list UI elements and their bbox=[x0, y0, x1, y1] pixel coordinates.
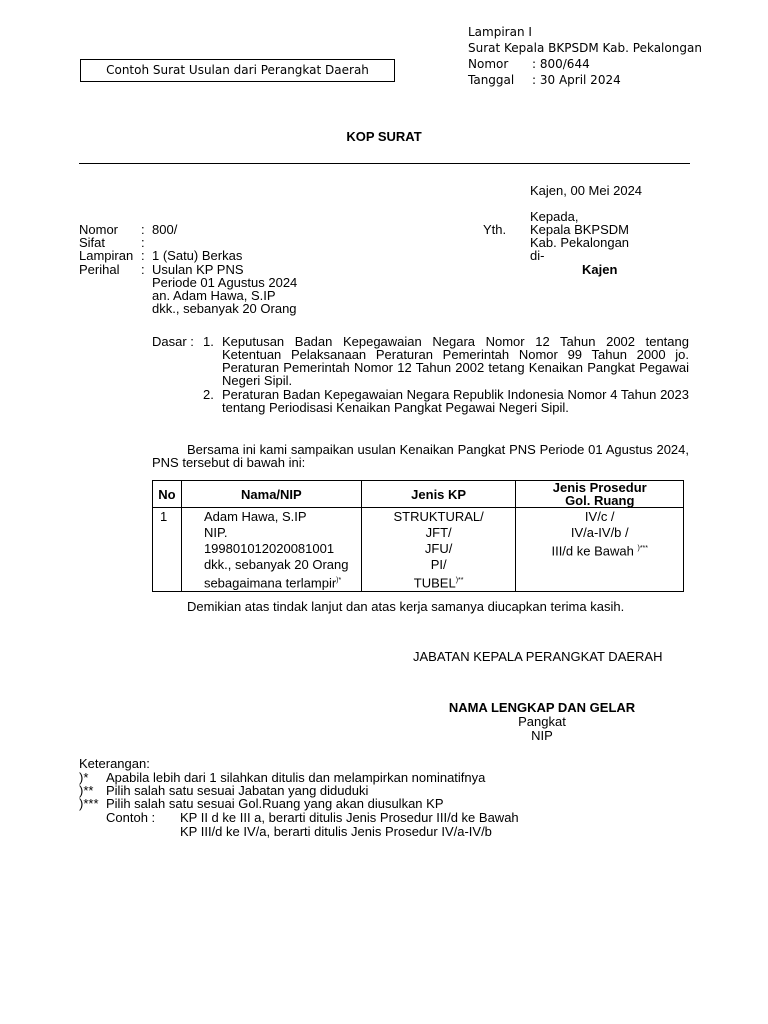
recipient-line1: Kepala BKPSDM bbox=[530, 222, 629, 237]
row-nama bbox=[182, 508, 361, 591]
row-nama-line1: Adam Hawa, S.IP bbox=[203, 509, 307, 524]
lampiran-tanggal-value: : 30 April 2024 bbox=[532, 73, 621, 87]
note-text: Apabila lebih dari 1 silahkan ditulis dan melampirkan nominatifnya bbox=[106, 770, 486, 785]
place-date: Kajen, 00 Mei 2024 bbox=[530, 183, 643, 198]
header-prosedur-line2: Gol. Ruang bbox=[565, 493, 635, 508]
perihal-periode: Periode 01 Agustus 2024 bbox=[152, 275, 298, 290]
note-mark: )* bbox=[79, 770, 89, 785]
perihal-an: an. Adam Hawa, S.IP bbox=[152, 288, 276, 303]
row-prosedur-line1: IV/c / bbox=[584, 509, 615, 524]
lampiran-nomor-label: Nomor bbox=[468, 57, 509, 71]
lampiran-line1: Lampiran I bbox=[468, 25, 532, 39]
note-3 bbox=[79, 797, 444, 810]
contoh-1: KP II d ke III a, berarti ditulis Jenis Prosedur III/d ke Bawah bbox=[180, 810, 519, 825]
usulan-table bbox=[152, 480, 684, 592]
note-mark: )*** bbox=[79, 796, 99, 811]
lampiran-nomor-value: : 800/644 bbox=[532, 57, 590, 71]
field-value: Usulan KP PNS bbox=[152, 262, 244, 277]
table-header-row bbox=[153, 481, 684, 508]
note-text: Pilih salah satu sesuai Gol.Ruang yang akan diusulkan KP bbox=[106, 796, 444, 811]
dasar-item-1: Keputusan Badan Kepegawaian Negara Nomor 12 Tahun 2002 tentang Ketentuan Pelaksanaan Peraturan Pemerintah Nomor 99 Tahun 2000 jo. Peraturan Pemerintah Nomor 12 Tahun 2002 tetang Kenaikan Pangkat Pegawai Negeri Sipil. bbox=[222, 334, 689, 388]
lampiran-tanggal-label: Tanggal bbox=[468, 73, 515, 87]
note-mark: )** bbox=[79, 783, 94, 798]
contoh-2: KP III/d ke IV/a, berarti ditulis Jenis Prosedur IV/a-IV/b bbox=[180, 824, 492, 839]
row-jenis-line2: JFT/ bbox=[425, 525, 452, 540]
closing-sentence: Demikian atas tindak lanjut dan atas kerja samanya diucapkan terima kasih. bbox=[187, 599, 625, 614]
perihal-dkk: dkk., sebanyak 20 Orang bbox=[152, 301, 297, 316]
signature-jabatan: JABATAN KEPALA PERANGKAT DAERAH bbox=[413, 649, 663, 664]
header-jenis: Jenis KP bbox=[361, 481, 516, 508]
row-prosedur bbox=[516, 508, 683, 559]
row-jenis-line4: PI/ bbox=[430, 557, 447, 572]
note-text: Pilih salah satu sesuai Jabatan yang diduduki bbox=[106, 783, 369, 798]
row-prosedur-line3: III/d ke Bawah bbox=[551, 543, 634, 559]
row-nama-line2: NIP. 199801012020081001 bbox=[203, 525, 335, 556]
dasar-num-2: 2. bbox=[203, 387, 214, 402]
signature-nama: NAMA LENGKAP DAN GELAR bbox=[448, 700, 636, 715]
field-colon: : bbox=[141, 222, 145, 237]
field-lampiran bbox=[79, 249, 242, 262]
row-jenis-line1: STRUKTURAL/ bbox=[393, 509, 484, 524]
field-colon: : bbox=[141, 235, 145, 250]
recipient-kepada: Kepada, bbox=[530, 209, 579, 224]
row-nama-mark: )* bbox=[336, 577, 342, 584]
field-label: Sifat bbox=[79, 235, 106, 250]
dasar-num-1: 1. bbox=[203, 334, 214, 349]
field-label: Lampiran bbox=[79, 248, 134, 263]
row-jenis-line3: JFU/ bbox=[424, 541, 453, 556]
header-prosedur bbox=[516, 481, 684, 508]
letterhead-title: KOP SURAT bbox=[346, 129, 422, 144]
perihal-extra bbox=[152, 276, 297, 315]
field-colon: : bbox=[141, 248, 145, 263]
dasar-item-2: Peraturan Badan Kepegawaian Negara Republik Indonesia Nomor 4 Tahun 2023 tentang Periodisasi Kenaikan Pangkat Pegawai Negeri Sipil. bbox=[222, 387, 689, 415]
header-prosedur-line1: Jenis Prosedur bbox=[552, 480, 647, 495]
letterhead-divider bbox=[79, 163, 690, 164]
lampiran-line2: Surat Kepala BKPSDM Kab. Pekalongan bbox=[468, 41, 702, 55]
row-jenis bbox=[362, 508, 516, 591]
intro-text: Bersama ini kami sampaikan usulan Kenaikan Pangkat PNS Periode 01 Agustus 2024, PNS tersebut di bawah ini: bbox=[152, 442, 689, 470]
row-nama-line3: dkk., sebanyak 20 Orang bbox=[203, 557, 349, 572]
signature-pangkat: Pangkat bbox=[518, 714, 566, 729]
row-jenis-line5: TUBEL bbox=[413, 575, 456, 591]
header-no: No bbox=[153, 481, 182, 508]
dasar-label: Dasar : bbox=[152, 334, 194, 349]
recipient-yth: Yth. bbox=[483, 222, 507, 237]
contoh-label: Contoh : bbox=[106, 810, 156, 825]
field-label: Perihal bbox=[79, 262, 120, 277]
field-colon: : bbox=[141, 262, 145, 277]
keterangan-title: Keterangan: bbox=[79, 756, 150, 771]
row-jenis-mark: )** bbox=[455, 577, 464, 584]
sample-letter-box: Contoh Surat Usulan dari Perangkat Daerah bbox=[80, 59, 395, 82]
recipient-line3: di- bbox=[530, 248, 545, 263]
header-nama: Nama/NIP bbox=[181, 481, 361, 508]
signature-block bbox=[442, 701, 642, 743]
row-no: 1 bbox=[160, 509, 168, 524]
intro-paragraph bbox=[152, 443, 689, 469]
row-nama-line4: sebagaimana terlampir bbox=[203, 575, 337, 591]
signature-nip: NIP bbox=[531, 728, 553, 743]
row-prosedur-mark: )*** bbox=[637, 545, 648, 552]
field-value: 1 (Satu) Berkas bbox=[152, 248, 243, 263]
lampiran-block bbox=[468, 24, 702, 88]
row-prosedur-line2: IV/a-IV/b / bbox=[570, 525, 629, 540]
field-value: 800/ bbox=[152, 222, 178, 237]
recipient-city: Kajen bbox=[582, 262, 618, 277]
table-row bbox=[153, 508, 684, 592]
field-label: Nomor bbox=[79, 222, 119, 237]
recipient-line2: Kab. Pekalongan bbox=[530, 235, 630, 250]
